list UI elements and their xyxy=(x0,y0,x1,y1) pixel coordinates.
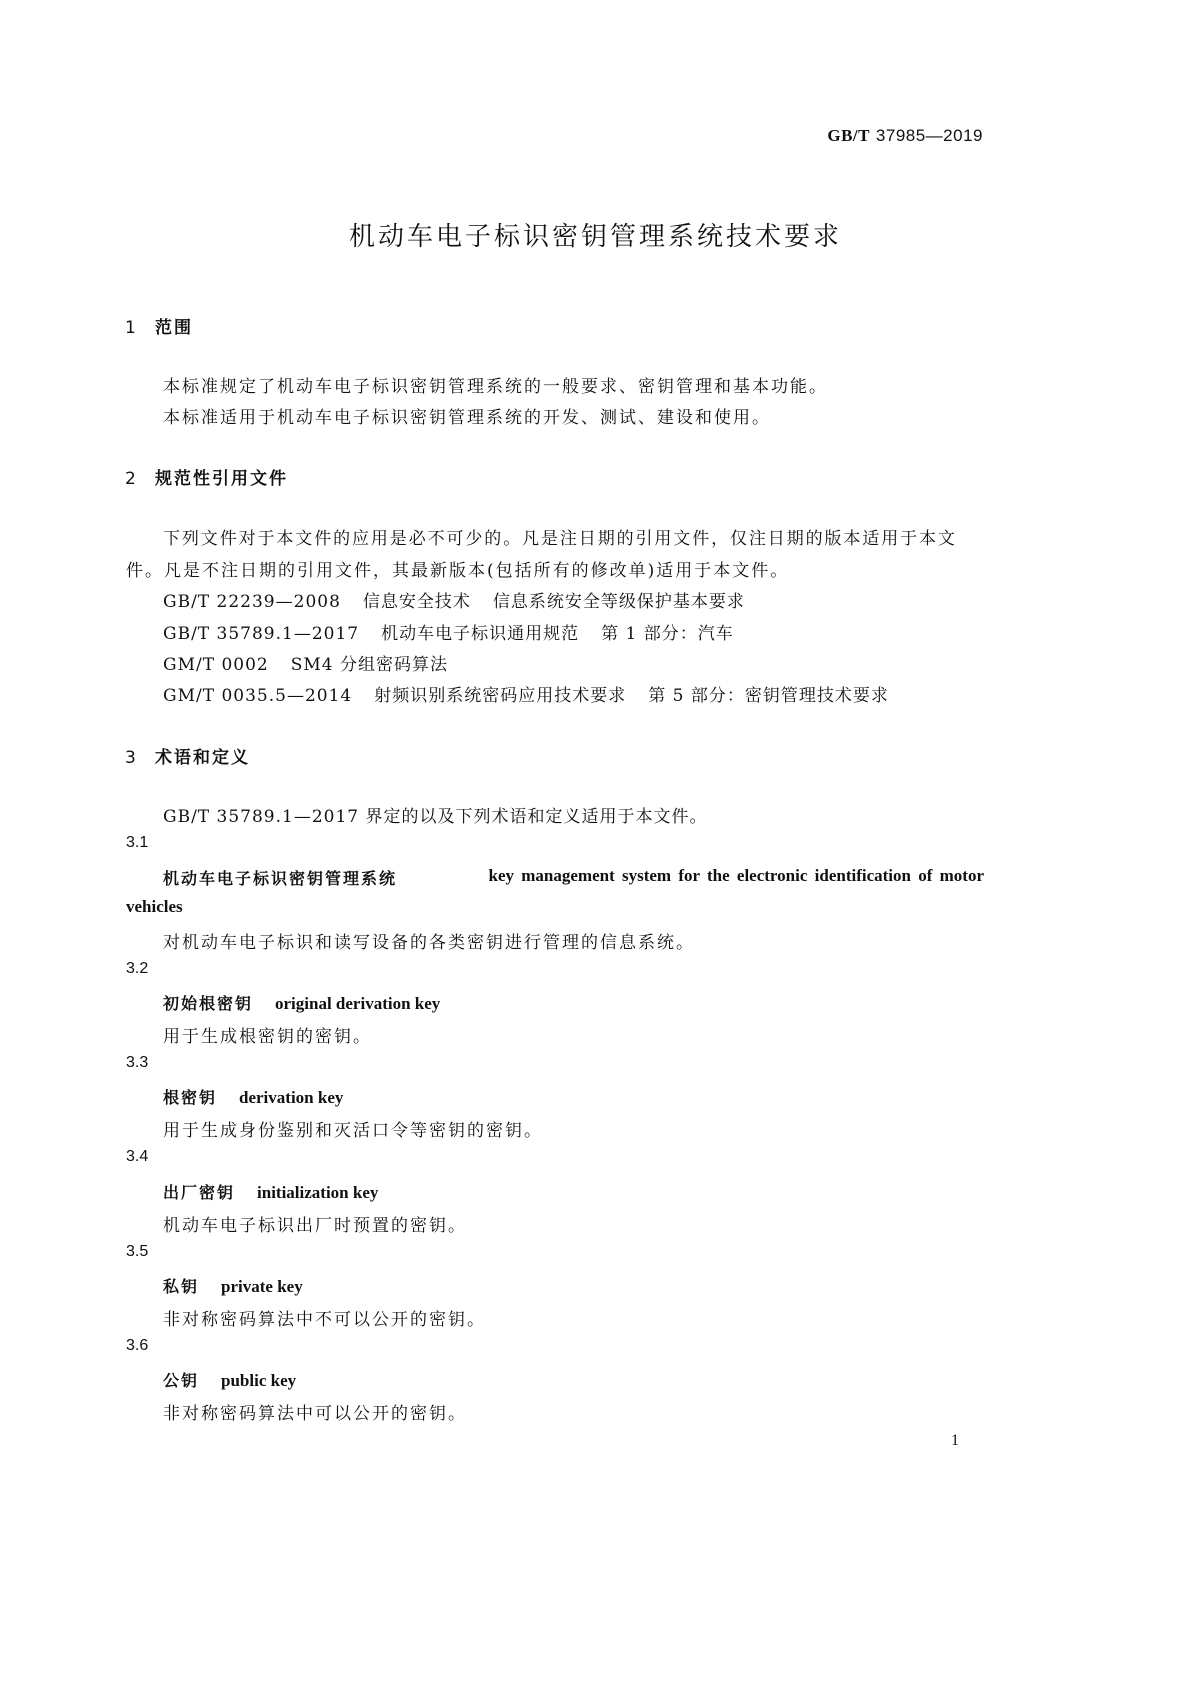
reference-code: GM/T 0035.5—2014 xyxy=(163,686,353,706)
reference-title: SM4 分组密码算法 xyxy=(290,655,449,675)
paragraph: 件。凡是不注日期的引用文件，其最新版本(包括所有的修改单)适用于本文件。 xyxy=(126,561,790,581)
document-title: 机动车电子标识密钥管理系统技术要求 xyxy=(348,222,842,252)
section-number: 2 xyxy=(125,469,136,489)
term-chinese: 公钥 xyxy=(163,1371,200,1390)
section-title: 术语和定义 xyxy=(155,748,250,768)
reference-title: 射频识别系统密码应用技术要求 xyxy=(374,686,627,706)
term-heading xyxy=(163,1274,303,1297)
term-english: derivation key xyxy=(239,1088,344,1107)
term-chinese: 机动车电子标识密钥管理系统 xyxy=(163,869,398,888)
term-definition: 机动车电子标识出厂时预置的密钥。 xyxy=(163,1216,467,1236)
term-definition: 用于生成身份鉴别和灭活口令等密钥的密钥。 xyxy=(163,1121,543,1141)
reference-title: 信息安全技术 xyxy=(362,592,471,612)
term-english: original derivation key xyxy=(275,994,441,1013)
reference-subtitle: 第 5 部分：密钥管理技术要求 xyxy=(648,686,889,706)
normative-reference xyxy=(163,650,448,675)
term-definition: 非对称密码算法中可以公开的密钥。 xyxy=(163,1404,467,1424)
term-heading xyxy=(163,991,440,1014)
term-definition: 对机动车电子标识和读写设备的各类密钥进行管理的信息系统。 xyxy=(163,933,695,953)
standard-prefix: GB/T xyxy=(827,126,870,145)
section-title: 范围 xyxy=(155,318,193,338)
reference-subtitle: 信息系统安全等级保护基本要求 xyxy=(492,592,745,612)
normative-reference xyxy=(163,619,734,644)
normative-reference xyxy=(163,587,745,612)
term-english-continued: vehicles xyxy=(126,897,183,916)
reference-code: GB/T 35789.1—2017 xyxy=(163,624,360,644)
term-definition: 用于生成根密钥的密钥。 xyxy=(163,1027,372,1047)
term-heading xyxy=(163,1180,378,1203)
section-number: 1 xyxy=(125,318,136,338)
section-3-heading xyxy=(125,743,250,768)
reference-subtitle: 第 1 部分：汽车 xyxy=(601,624,734,644)
term-english: key management system for the electronic identification of motor xyxy=(488,866,984,885)
term-english: public key xyxy=(221,1371,297,1390)
term-chinese: 私钥 xyxy=(163,1277,200,1296)
term-chinese: 出厂密钥 xyxy=(163,1183,236,1202)
reference-code: GM/T 0002 xyxy=(163,655,269,675)
term-heading xyxy=(163,1085,343,1108)
term-english: initialization key xyxy=(257,1183,379,1202)
term-heading xyxy=(163,866,984,889)
term-number: 3.4 xyxy=(126,1148,149,1165)
term-chinese: 初始根密钥 xyxy=(163,994,254,1013)
paragraph: GB/T 35789.1—2017 界定的以及下列术语和定义适用于本文件。 xyxy=(163,807,708,827)
term-heading xyxy=(163,1368,296,1391)
section-1-heading xyxy=(125,313,193,338)
term-definition: 非对称密码算法中不可以公开的密钥。 xyxy=(163,1310,486,1330)
term-chinese: 根密钥 xyxy=(163,1088,218,1107)
section-number: 3 xyxy=(125,748,136,768)
reference-code: GB/T 22239—2008 xyxy=(163,592,341,612)
standard-number xyxy=(827,126,983,146)
standard-code: 37985—2019 xyxy=(875,126,983,145)
term-number: 3.3 xyxy=(126,1054,149,1071)
normative-reference xyxy=(163,681,889,706)
term-number: 3.6 xyxy=(126,1337,149,1354)
term-number: 3.5 xyxy=(126,1243,149,1260)
paragraph: 本标准适用于机动车电子标识密钥管理系统的开发、测试、建设和使用。 xyxy=(163,408,771,428)
term-english: private key xyxy=(221,1277,303,1296)
term-number: 3.1 xyxy=(126,834,149,851)
paragraph: 下列文件对于本文件的应用是必不可少的。凡是注日期的引用文件，仅注日期的版本适用于本文 xyxy=(163,529,957,549)
reference-title: 机动车电子标识通用规范 xyxy=(381,624,580,644)
section-title: 规范性引用文件 xyxy=(155,469,288,489)
page-number: 1 xyxy=(951,1432,959,1449)
section-2-heading xyxy=(125,464,288,489)
paragraph: 本标准规定了机动车电子标识密钥管理系统的一般要求、密钥管理和基本功能。 xyxy=(163,377,828,397)
term-number: 3.2 xyxy=(126,960,149,977)
